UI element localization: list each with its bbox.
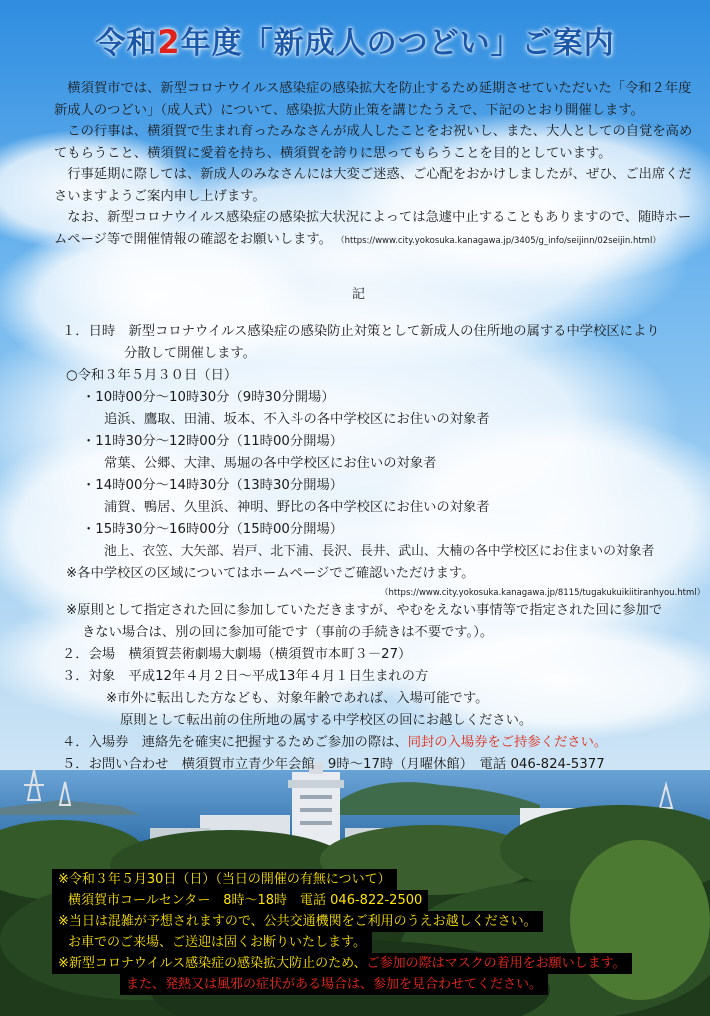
session-time-4: ・15時30分～16時00分（15時00分開場） (82, 522, 344, 537)
attendance-rule-note: ※原則として指定された回に参加していただきますが、やむをえない事情等で指定された回に参加で (66, 603, 663, 618)
venue-line: ２．会場 横須賀芸術劇場大劇場（横須賀市本町３－27） (62, 647, 412, 662)
page-title (0, 18, 710, 62)
session-time-3: ・14時00分～14時30分（13時30分開場） (82, 478, 344, 493)
schedule-item-heading: １．日時 新型コロナウイルス感染症の感染防止対策として新成人の住所地の属する中学校区により (62, 324, 660, 339)
intro-paragraph-2: この行事は、横須賀で生まれ育ったみなさんが成人したことをお祝いし、また、大人としての自覚を高めてもらうこと、横須賀に愛着を持ち、横須賀を誇りに思ってもらうことを目的としています。 (54, 124, 693, 161)
notice-date-bar (52, 869, 397, 890)
ticket-label: ４．入場券 連絡先を確実に把握するためご参加の際は、 (62, 735, 408, 750)
ki-heading: 記 (352, 287, 366, 302)
session-schools-3: 浦賀、鴨居、久里浜、神明、野比の各中学校区にお住いの対象者 (104, 500, 490, 515)
notice-mask-lead: ※新型コロナウイルス感染症の感染拡大防止のため、 (58, 956, 367, 971)
notice-transport-bar (52, 911, 543, 932)
notice-transport: ※当日は混雑が予想されますので、公共交通機関をご利用のうえお越しください。 (58, 914, 537, 929)
session-time-2: ・11時30分～12時00分（11時00分開場） (82, 434, 344, 449)
session-time-1: ・10時00分～10時30分（9時30分開場） (82, 390, 335, 405)
notice-callcenter-bar (52, 890, 428, 911)
notice-mask-bar (52, 953, 632, 974)
notice-date: ※令和３年５月30日（日）（当日の開催の有無について） (58, 872, 391, 887)
target-note-2: 原則として転出前の住所地の属する中学校区の回にお越しください。 (120, 713, 533, 728)
intro-paragraph-4 (54, 207, 694, 252)
schedule-item-continuation: 分散して開催します。 (124, 346, 256, 361)
notice-callcenter: 横須賀市コールセンター 8時～18時 電話 046-822-2500 (68, 893, 423, 908)
notice-car-bar (52, 932, 372, 953)
homepage-url[interactable]: （https://www.city.yokosuka.kanagawa.jp/3405/g_info/seijinn/02seijin.html） (336, 235, 661, 246)
ticket-line (62, 733, 607, 753)
attendance-rule-continuation: きない場合は、別の回に参加可能です（事前の手続きは不要です。）。 (82, 625, 494, 640)
school-area-url[interactable]: （https://www.city.yokosuka.kanagawa.jp/8115/tugakukuikiitiranhyou.html） (380, 588, 706, 598)
intro-paragraph-3: 行事延期に際しては、新成人のみなさんには大変ご迷惑、ご心配をおかけしましたが、ぜひ、ご出席くださいますようご案内申し上げます。 (54, 167, 692, 204)
target-line: ３．対象 平成12年４月２日～平成13年４月１日生まれの方 (62, 669, 429, 684)
intro-paragraph-1: 横須賀市では、新型コロナウイルス感染症の感染拡大を防止するため延期させていただいた「令和２年度新成人のつどい」（成人式）について、感染拡大防止策を講じたうえで、下記のとおり開催します。 (54, 81, 692, 118)
intro-paragraph-4-text: なお、新型コロナウイルス感染症の感染拡大状況によっては急遽中止することもありますので、随時ホームページ等で開催情報の確認をお願いします。 (54, 210, 692, 247)
target-note-1: ※市外に転出した方なども、対象年齢であれば、入場可能です。 (106, 691, 489, 706)
school-area-note: ※各中学校区の区域についてはホームページでご確認いただけます。 (66, 566, 475, 581)
session-schools-1: 追浜、鷹取、田浦、坂本、不入斗の各中学校区にお住いの対象者 (104, 412, 490, 427)
notice-car: お車でのご来場、ご送迎は固くお断りいたします。 (68, 935, 366, 950)
event-date: ○令和３年５月３０日（日） (66, 368, 238, 383)
ticket-red-note: 同封の入場券をご持参ください。 (407, 735, 608, 750)
title-prefix: 令和 (95, 26, 158, 61)
notice-mask-request: ご参加の際はマスクの着用をお願いします。 (366, 956, 626, 971)
notice-fever: また、発熱又は風邪の症状がある場合は、参加を見合わせてください。 (126, 977, 543, 992)
notice-fever-bar (120, 974, 548, 995)
session-schools-2: 常葉、公郷、大津、馬堀の各中学校区にお住いの対象者 (104, 456, 437, 471)
title-suffix: 年度「新成人のつどい」ご案内 (180, 26, 615, 61)
contact-line: ５．お問い合わせ 横須賀市立青少年会館 9時～17時（月曜休館） 電話 046-824-5377 (62, 757, 605, 772)
title-year-number: 2 (157, 23, 181, 61)
session-schools-4: 池上、衣笠、大矢部、岩戸、北下浦、長沢、長井、武山、大楠の各中学校区にお住まいの対象者 (104, 544, 655, 559)
